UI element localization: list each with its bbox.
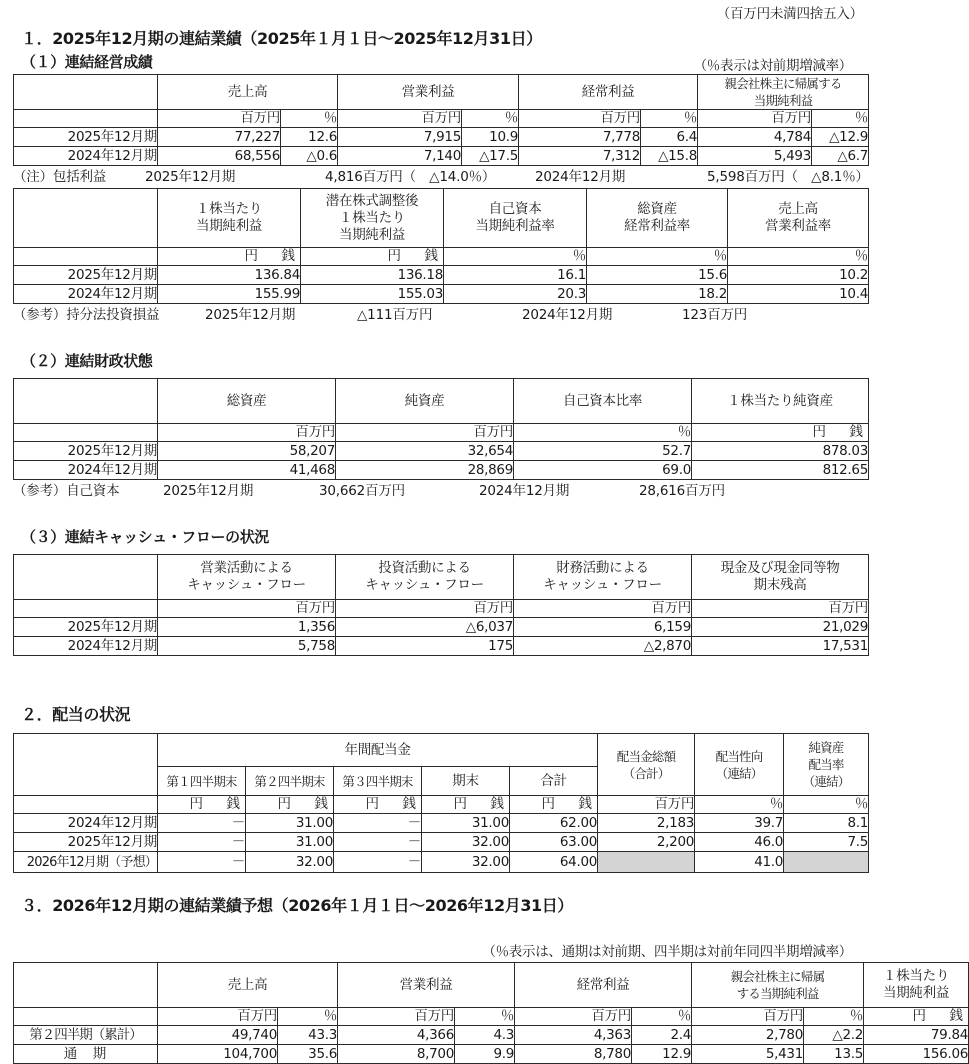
unit-op-margin: ％	[728, 248, 869, 266]
table-header-row	[14, 963, 969, 1008]
cell-value: 136.18	[301, 266, 444, 285]
table-header-row	[14, 555, 869, 600]
note-value2: 123百万円	[682, 307, 748, 323]
note-prefix: （参考）自己資本	[13, 483, 120, 499]
header-operating-income: 営業利益	[338, 963, 515, 1008]
cell-value: 4.3	[455, 1026, 515, 1045]
cell-value: 15.6	[587, 266, 728, 285]
cell-value: 21,029	[692, 618, 869, 637]
header-diluted-eps: 潜在株式調整後 １株当たり 当期純利益	[301, 189, 444, 248]
header-year-end: 期末	[422, 767, 510, 796]
header-eps: １株当たり 当期純利益	[864, 963, 969, 1008]
note-value2: 28,616百万円	[639, 483, 725, 499]
cell-value: 77,227	[158, 128, 281, 147]
table-row	[14, 814, 869, 833]
row-label: 2024年12月期	[14, 285, 158, 304]
header-annual-dividend: 年間配当金	[158, 734, 598, 767]
unit-roe: ％	[444, 248, 587, 266]
cell-value: 8,700	[338, 1045, 455, 1064]
cell-value: 4,366	[338, 1026, 455, 1045]
table-row	[14, 147, 869, 166]
cell-value: 41,468	[158, 461, 336, 480]
cell-value: 5,431	[692, 1045, 804, 1064]
cell-value: 136.84	[158, 266, 301, 285]
unit-op-pct: ％	[455, 1008, 515, 1026]
table-unit-row	[14, 1008, 969, 1026]
unit-row-label	[14, 1008, 158, 1026]
note-period2: 2024年12月期	[535, 169, 626, 185]
section1-sub3-title: （３）連結キャッシュ・フローの状況	[21, 528, 269, 546]
header-blank	[14, 734, 158, 796]
cell-value: 4,363	[515, 1026, 632, 1045]
section3-note: （％表示は、通期は対前期、四半期は対前年同四半期増減率）	[482, 944, 852, 960]
cell-value: △6,037	[336, 618, 514, 637]
unit-sales-pct: ％	[278, 1008, 338, 1026]
unit-op-m: 百万円	[338, 1008, 455, 1026]
table-unit-row	[14, 796, 869, 814]
unit-q2: 円 銭	[246, 796, 334, 814]
header-ordinary-income: 経常利益	[519, 75, 698, 110]
unit-ord-pct: ％	[632, 1008, 692, 1026]
section1-sub1-note: （％表示は対前期増減率）	[693, 58, 852, 74]
unit-row-label	[14, 248, 158, 266]
row-label: 2025年12月期	[14, 618, 158, 637]
header-net-sales: 売上高	[158, 963, 338, 1008]
cell-year-end: 32.00	[422, 833, 510, 852]
header-operating-margin: 売上高 営業利益率	[728, 189, 869, 248]
cell-value: 7,915	[338, 128, 462, 147]
cell-total-amount: 2,183	[598, 814, 695, 833]
unit-op-m: 百万円	[338, 110, 462, 128]
cell-value: 79.84	[864, 1026, 969, 1045]
table-row	[14, 128, 869, 147]
header-q2-end: 第２四半期末	[246, 767, 334, 796]
cell-doe: 7.5	[784, 833, 869, 852]
cell-value: 10.2	[728, 266, 869, 285]
unit-diluted-eps: 円 銭	[301, 248, 444, 266]
table-row	[14, 833, 869, 852]
table-financial-position	[13, 378, 869, 480]
unit-total-assets: 百万円	[158, 424, 336, 442]
header-blank	[14, 75, 158, 110]
cell-value: 35.6	[278, 1045, 338, 1064]
table-unit-row	[14, 424, 869, 442]
cell-value: 13.5	[804, 1045, 864, 1064]
header-investing-cf: 投資活動による キャッシュ・フロー	[336, 555, 514, 600]
cell-value: 175	[336, 637, 514, 656]
cell-value: 32,654	[336, 442, 514, 461]
row-label: 2024年12月期	[14, 461, 158, 480]
cell-value: 43.3	[278, 1026, 338, 1045]
row-label: 2025年12月期	[14, 833, 158, 852]
unit-total: 円 銭	[510, 796, 598, 814]
header-eps: １株当たり 当期純利益	[158, 189, 301, 248]
header-operating-income: 営業利益	[338, 75, 519, 110]
cell-value: 6,159	[514, 618, 692, 637]
comprehensive-income-note	[11, 166, 869, 188]
cell-value: △2.2	[804, 1026, 864, 1045]
unit-net-assets: 百万円	[336, 424, 514, 442]
cell-value: 878.03	[692, 442, 869, 461]
unit-doe: ％	[784, 796, 869, 814]
table-header-row	[14, 379, 869, 424]
row-label: 2024年12月期	[14, 637, 158, 656]
cell-value: △17.5	[462, 147, 519, 166]
cell-value: 156.06	[864, 1045, 969, 1064]
header-net-income-attributable: 親会社株主に帰属 する当期純利益	[692, 963, 864, 1008]
cell-value: △2,870	[514, 637, 692, 656]
unit-row-label	[14, 424, 158, 442]
table-header-row-top	[14, 734, 869, 767]
cell-value: 17,531	[692, 637, 869, 656]
unit-sales-pct: ％	[281, 110, 338, 128]
cell-value: △6.7	[812, 147, 869, 166]
unit-investing-cf: 百万円	[336, 600, 514, 618]
unit-ord-m: 百万円	[515, 1008, 632, 1026]
note-value2: 5,598百万円（ △8.1％）	[707, 169, 869, 185]
table-consolidated-results	[13, 74, 869, 166]
cell-q2: 32.00	[246, 852, 334, 873]
cell-value: 10.4	[728, 285, 869, 304]
note-value1: 30,662百万円	[319, 483, 405, 499]
unit-eps: 円 銭	[864, 1008, 969, 1026]
header-q1-end: 第１四半期末	[158, 767, 246, 796]
cell-value: 1,356	[158, 618, 336, 637]
cell-value: 69.0	[514, 461, 692, 480]
cell-value: 155.99	[158, 285, 301, 304]
unit-row-label	[14, 796, 158, 814]
unit-q3: 円 銭	[334, 796, 422, 814]
unit-payout-ratio: ％	[695, 796, 784, 814]
table-row	[14, 285, 869, 304]
header-payout-ratio: 配当性向 （連結）	[695, 734, 784, 796]
cell-value: 6.4	[641, 128, 698, 147]
table-row	[14, 1045, 969, 1064]
table-row	[14, 266, 869, 285]
header-dividend-on-equity: 純資産 配当率 （連結）	[784, 734, 869, 796]
header-q3-end: 第３四半期末	[334, 767, 422, 796]
header-blank	[14, 963, 158, 1008]
cell-value: 68,556	[158, 147, 281, 166]
cell-value: 49,740	[158, 1026, 278, 1045]
shareholders-equity-note	[11, 480, 866, 502]
header-bps: １株当たり純資産	[692, 379, 869, 424]
cell-total: 62.00	[510, 814, 598, 833]
header-total-assets: 総資産	[158, 379, 336, 424]
cell-q1: －	[158, 833, 246, 852]
cell-value: △0.6	[281, 147, 338, 166]
cell-q2: 31.00	[246, 814, 334, 833]
row-label: 2024年12月期	[14, 147, 158, 166]
section2-title: ２．配当の状況	[21, 705, 131, 724]
header-net-sales: 売上高	[158, 75, 338, 110]
row-label: 通 期	[14, 1045, 158, 1064]
cell-year-end: 32.00	[422, 852, 510, 873]
unit-ord-pct: ％	[641, 110, 698, 128]
header-blank	[14, 555, 158, 600]
unit-operating-cf: 百万円	[158, 600, 336, 618]
header-total-dividend-amount: 配当金総額 （合計）	[598, 734, 695, 796]
note-period2: 2024年12月期	[522, 307, 613, 323]
note-prefix: （参考）持分法投資損益	[13, 307, 160, 323]
cell-value: 812.65	[692, 461, 869, 480]
section3-title: ３．2026年12月期の連結業績予想（2026年１月１日～2026年12月31日）	[21, 896, 573, 915]
header-blank	[14, 379, 158, 424]
unit-op-pct: ％	[462, 110, 519, 128]
cell-q3: －	[334, 852, 422, 873]
cell-value: 7,778	[519, 128, 641, 147]
note-value1: 4,816百万円（ △14.0％）	[325, 169, 496, 185]
cell-value: 52.7	[514, 442, 692, 461]
note-value1: △111百万円	[357, 307, 433, 323]
equity-method-note	[11, 304, 866, 326]
cell-payout-ratio: 46.0	[695, 833, 784, 852]
unit-bps: 円 銭	[692, 424, 869, 442]
unit-q1: 円 銭	[158, 796, 246, 814]
note-period1: 2025年12月期	[145, 169, 236, 185]
cell-value: 28,869	[336, 461, 514, 480]
unit-row-label	[14, 110, 158, 128]
table-per-share-ratios	[13, 188, 869, 304]
cell-payout-ratio: 39.7	[695, 814, 784, 833]
cell-value: 2,780	[692, 1026, 804, 1045]
row-label: 2025年12月期	[14, 442, 158, 461]
note-period1: 2025年12月期	[205, 307, 296, 323]
cell-total-amount-shaded	[598, 852, 695, 873]
cell-total: 63.00	[510, 833, 598, 852]
cell-value: △12.9	[812, 128, 869, 147]
cell-value: 16.1	[444, 266, 587, 285]
cell-value: 7,312	[519, 147, 641, 166]
cell-value: 10.9	[462, 128, 519, 147]
unit-ord-m: 百万円	[519, 110, 641, 128]
cell-value: 4,784	[698, 128, 812, 147]
table-unit-row	[14, 600, 869, 618]
table-header-row	[14, 75, 869, 110]
note-prefix: （注）包括利益	[13, 169, 107, 185]
note-period2: 2024年12月期	[479, 483, 570, 499]
header-financing-cf: 財務活動による キャッシュ・フロー	[514, 555, 692, 600]
section1-sub1-title: （１）連結経営成績	[21, 53, 153, 71]
cell-value: 104,700	[158, 1045, 278, 1064]
header-operating-cf: 営業活動による キャッシュ・フロー	[158, 555, 336, 600]
cell-value: 7,140	[338, 147, 462, 166]
table-row-forecast	[14, 852, 869, 873]
table-row	[14, 442, 869, 461]
header-total: 合計	[510, 767, 598, 796]
unit-ni-m: 百万円	[692, 1008, 804, 1026]
table-row	[14, 637, 869, 656]
row-label: 2025年12月期	[14, 266, 158, 285]
table-row	[14, 618, 869, 637]
unit-ni-pct: ％	[804, 1008, 864, 1026]
header-blank	[14, 189, 158, 248]
cell-value: 12.9	[632, 1045, 692, 1064]
cell-value: 2.4	[632, 1026, 692, 1045]
header-roa: 総資産 経常利益率	[587, 189, 728, 248]
table-dividends	[13, 733, 869, 873]
note-period1: 2025年12月期	[163, 483, 254, 499]
cell-value: 8,780	[515, 1045, 632, 1064]
row-label: 2026年12月期（予想）	[14, 852, 158, 873]
unit-roa: ％	[587, 248, 728, 266]
cell-value: 12.6	[281, 128, 338, 147]
cell-year-end: 31.00	[422, 814, 510, 833]
cell-payout-ratio: 41.0	[695, 852, 784, 873]
header-roe: 自己資本 当期純利益率	[444, 189, 587, 248]
unit-ni-pct: ％	[812, 110, 869, 128]
unit-equity-ratio: ％	[514, 424, 692, 442]
header-net-assets: 純資産	[336, 379, 514, 424]
cell-value: 5,493	[698, 147, 812, 166]
cell-value: 9.9	[455, 1045, 515, 1064]
unit-sales-m: 百万円	[158, 1008, 278, 1026]
cell-q2: 31.00	[246, 833, 334, 852]
table-cash-flow	[13, 554, 869, 656]
cell-value: 18.2	[587, 285, 728, 304]
table-unit-row	[14, 110, 869, 128]
row-label: 2024年12月期	[14, 814, 158, 833]
cell-q1: －	[158, 852, 246, 873]
cell-q3: －	[334, 814, 422, 833]
unit-total-amount: 百万円	[598, 796, 695, 814]
cell-value: △15.8	[641, 147, 698, 166]
section1-sub2-title: （２）連結財政状態	[21, 352, 153, 370]
unit-financing-cf: 百万円	[514, 600, 692, 618]
cell-value: 20.3	[444, 285, 587, 304]
cell-total-amount: 2,200	[598, 833, 695, 852]
cell-doe: 8.1	[784, 814, 869, 833]
cell-total: 64.00	[510, 852, 598, 873]
header-equity-ratio: 自己資本比率	[514, 379, 692, 424]
unit-year-end: 円 銭	[422, 796, 510, 814]
unit-ni-m: 百万円	[698, 110, 812, 128]
cell-value: 58,207	[158, 442, 336, 461]
cell-value: 155.03	[301, 285, 444, 304]
header-net-income-attributable: 親会社株主に帰属する 当期純利益	[698, 75, 869, 110]
cell-value: 5,758	[158, 637, 336, 656]
cell-q1: －	[158, 814, 246, 833]
cell-q3: －	[334, 833, 422, 852]
unit-row-label	[14, 600, 158, 618]
header-ordinary-income: 経常利益	[515, 963, 692, 1008]
unit-sales-m: 百万円	[158, 110, 281, 128]
table-row	[14, 461, 869, 480]
row-label: 第２四半期（累計）	[14, 1026, 158, 1045]
table-forecast	[13, 962, 969, 1064]
header-cash-equivalents: 現金及び現金同等物 期末残高	[692, 555, 869, 600]
rounding-note: （百万円未満四捨五入）	[716, 6, 863, 22]
section1-title: １．2025年12月期の連結業績（2025年１月１日～2025年12月31日）	[21, 29, 542, 48]
cell-doe-shaded	[784, 852, 869, 873]
table-header-row	[14, 189, 869, 248]
unit-cash-equivalents: 百万円	[692, 600, 869, 618]
table-row	[14, 1026, 969, 1045]
table-unit-row	[14, 248, 869, 266]
unit-eps: 円 銭	[158, 248, 301, 266]
row-label: 2025年12月期	[14, 128, 158, 147]
